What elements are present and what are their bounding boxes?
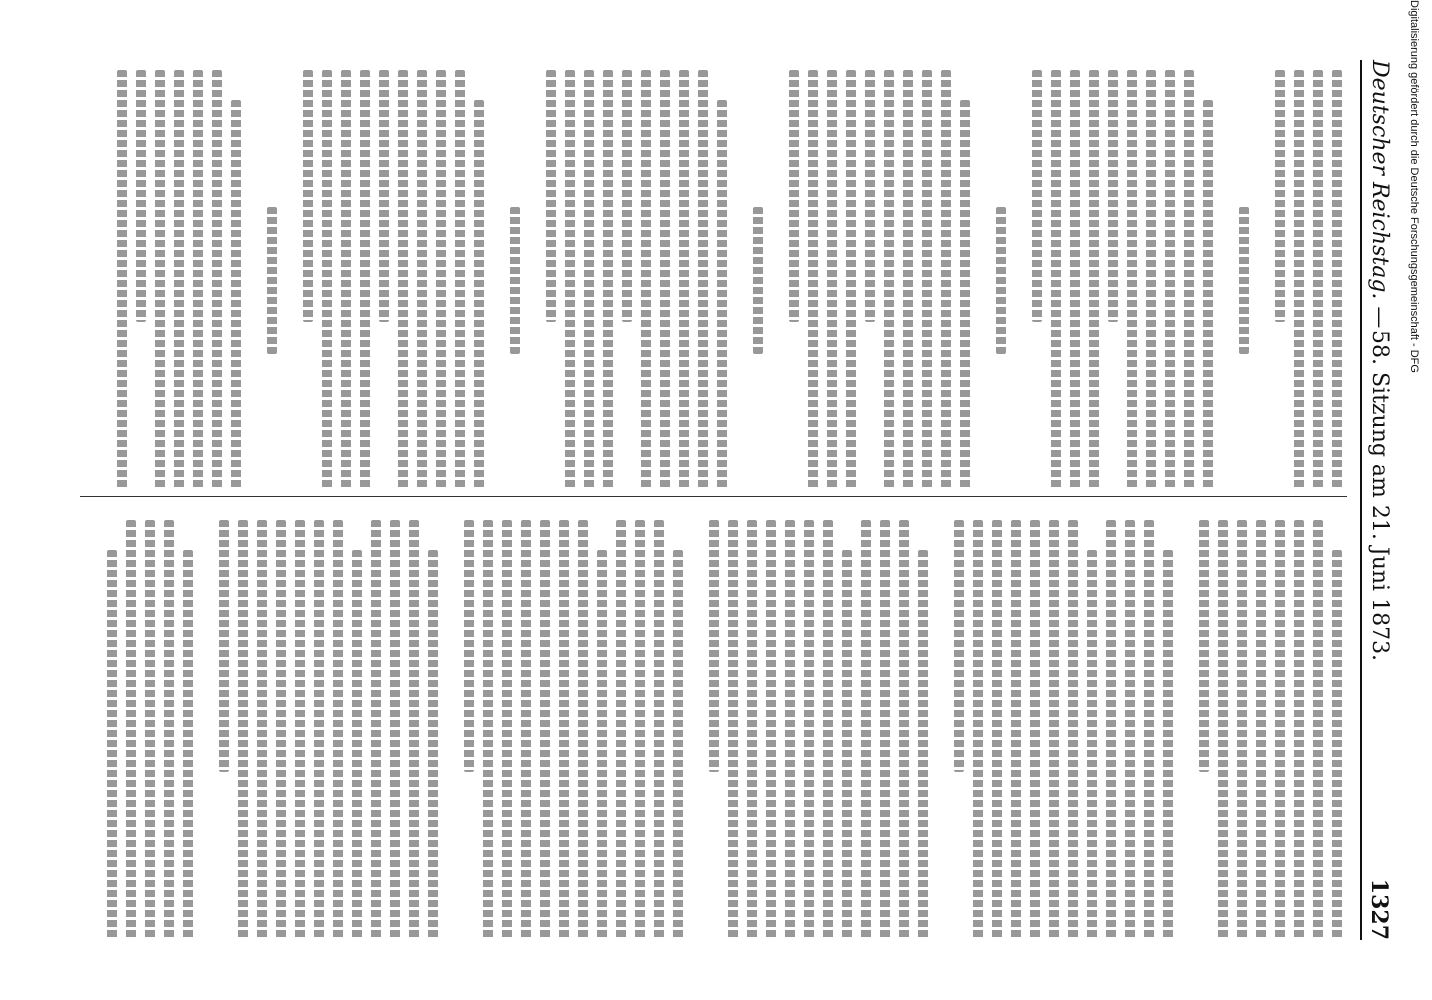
text-line xyxy=(1256,520,1266,940)
text-line xyxy=(352,550,362,940)
text-line xyxy=(679,70,689,490)
text-line xyxy=(660,70,670,490)
text-line xyxy=(578,520,588,940)
text-line xyxy=(409,520,419,940)
text-line xyxy=(654,520,664,940)
header-publication: Deutscher Reichstag. — xyxy=(1367,60,1392,329)
text-line xyxy=(521,520,531,940)
text-line xyxy=(941,70,951,490)
text-line xyxy=(861,520,871,940)
text-line xyxy=(1108,70,1118,322)
text-line xyxy=(483,520,493,940)
text-line xyxy=(1163,550,1173,940)
text-line xyxy=(1087,550,1097,940)
text-line xyxy=(1203,100,1213,490)
text-line xyxy=(728,520,738,940)
text-line xyxy=(322,70,332,490)
text-line xyxy=(1127,70,1137,490)
text-line xyxy=(641,70,651,490)
text-line xyxy=(464,520,474,772)
text-line xyxy=(379,70,389,322)
text-line xyxy=(899,520,909,940)
text-line xyxy=(1106,520,1116,940)
text-line xyxy=(808,70,818,490)
text-line xyxy=(747,520,757,940)
text-line xyxy=(107,550,117,940)
text-line xyxy=(1237,520,1247,940)
text-line xyxy=(973,520,983,940)
text-line xyxy=(136,70,146,322)
text-line xyxy=(295,520,305,940)
text-line xyxy=(635,520,645,940)
text-line xyxy=(753,207,763,354)
text-line xyxy=(1125,520,1135,940)
column-divider xyxy=(80,496,1347,497)
text-line xyxy=(193,70,203,490)
text-line xyxy=(1068,520,1078,940)
text-line xyxy=(1184,70,1194,490)
text-line xyxy=(992,520,1002,940)
header-rule xyxy=(1360,60,1362,940)
text-column-left xyxy=(80,70,1342,490)
text-line xyxy=(474,100,484,490)
text-line xyxy=(436,70,446,490)
text-line xyxy=(903,70,913,490)
text-line xyxy=(1049,520,1059,940)
text-line xyxy=(1239,207,1249,354)
text-line xyxy=(1051,70,1061,490)
text-line xyxy=(145,520,155,940)
text-line xyxy=(212,70,222,490)
text-column-right xyxy=(80,520,1342,940)
text-line xyxy=(565,70,575,490)
header-session-date: 58. Sitzung am 21. Juni 1873. xyxy=(1367,330,1392,662)
text-line xyxy=(884,70,894,490)
text-line xyxy=(390,520,400,940)
text-line xyxy=(1332,70,1342,490)
text-line xyxy=(922,70,932,490)
text-line xyxy=(996,207,1006,354)
text-line xyxy=(455,70,465,490)
text-line xyxy=(1294,70,1304,490)
text-line xyxy=(510,207,520,354)
text-line xyxy=(785,520,795,940)
text-line xyxy=(1032,70,1042,322)
text-line xyxy=(584,70,594,490)
text-line xyxy=(333,520,343,940)
text-line xyxy=(1165,70,1175,490)
text-line xyxy=(174,70,184,490)
text-line xyxy=(622,70,632,322)
text-line xyxy=(238,520,248,940)
text-line xyxy=(1313,70,1323,490)
text-line xyxy=(698,70,708,490)
text-line xyxy=(126,520,136,940)
text-line xyxy=(1294,520,1304,940)
text-line xyxy=(1011,520,1021,940)
text-line xyxy=(117,70,127,490)
text-line xyxy=(1070,70,1080,490)
text-line xyxy=(827,70,837,490)
text-line xyxy=(603,70,613,490)
text-line xyxy=(880,520,890,940)
text-line xyxy=(540,520,550,940)
text-line xyxy=(371,520,381,940)
text-line xyxy=(1332,550,1342,940)
text-line xyxy=(842,550,852,940)
text-line xyxy=(183,550,193,940)
text-line xyxy=(219,520,229,772)
text-line xyxy=(1030,520,1040,940)
text-line xyxy=(360,70,370,490)
text-line xyxy=(918,550,928,940)
text-line xyxy=(1218,520,1228,940)
text-line xyxy=(164,520,174,940)
text-line xyxy=(960,100,970,490)
text-line xyxy=(314,520,324,940)
text-line xyxy=(257,520,267,940)
text-line xyxy=(717,100,727,490)
text-line xyxy=(231,100,241,490)
text-line xyxy=(341,70,351,490)
text-line xyxy=(766,520,776,940)
text-line xyxy=(428,550,438,940)
text-line xyxy=(673,550,683,940)
text-line xyxy=(1275,520,1285,940)
text-line xyxy=(1089,70,1099,490)
text-line xyxy=(155,70,165,490)
text-line xyxy=(303,70,313,322)
text-line xyxy=(597,550,607,940)
text-line xyxy=(616,520,626,940)
text-line xyxy=(1313,520,1323,940)
text-line xyxy=(1146,70,1156,490)
text-line xyxy=(1275,70,1285,322)
text-line xyxy=(709,520,719,772)
text-line xyxy=(865,70,875,322)
text-line xyxy=(954,520,964,772)
text-line xyxy=(559,520,569,940)
text-line xyxy=(1199,520,1209,772)
page-number: 1327 xyxy=(1366,878,1392,940)
text-line xyxy=(502,520,512,940)
text-line xyxy=(1144,520,1154,940)
text-line xyxy=(804,520,814,940)
text-line xyxy=(417,70,427,490)
text-line xyxy=(546,70,556,322)
text-line xyxy=(398,70,408,490)
running-header xyxy=(1362,60,1402,940)
text-line xyxy=(823,520,833,940)
text-line xyxy=(846,70,856,490)
text-line xyxy=(276,520,286,940)
text-line xyxy=(267,207,277,354)
text-line xyxy=(789,70,799,322)
